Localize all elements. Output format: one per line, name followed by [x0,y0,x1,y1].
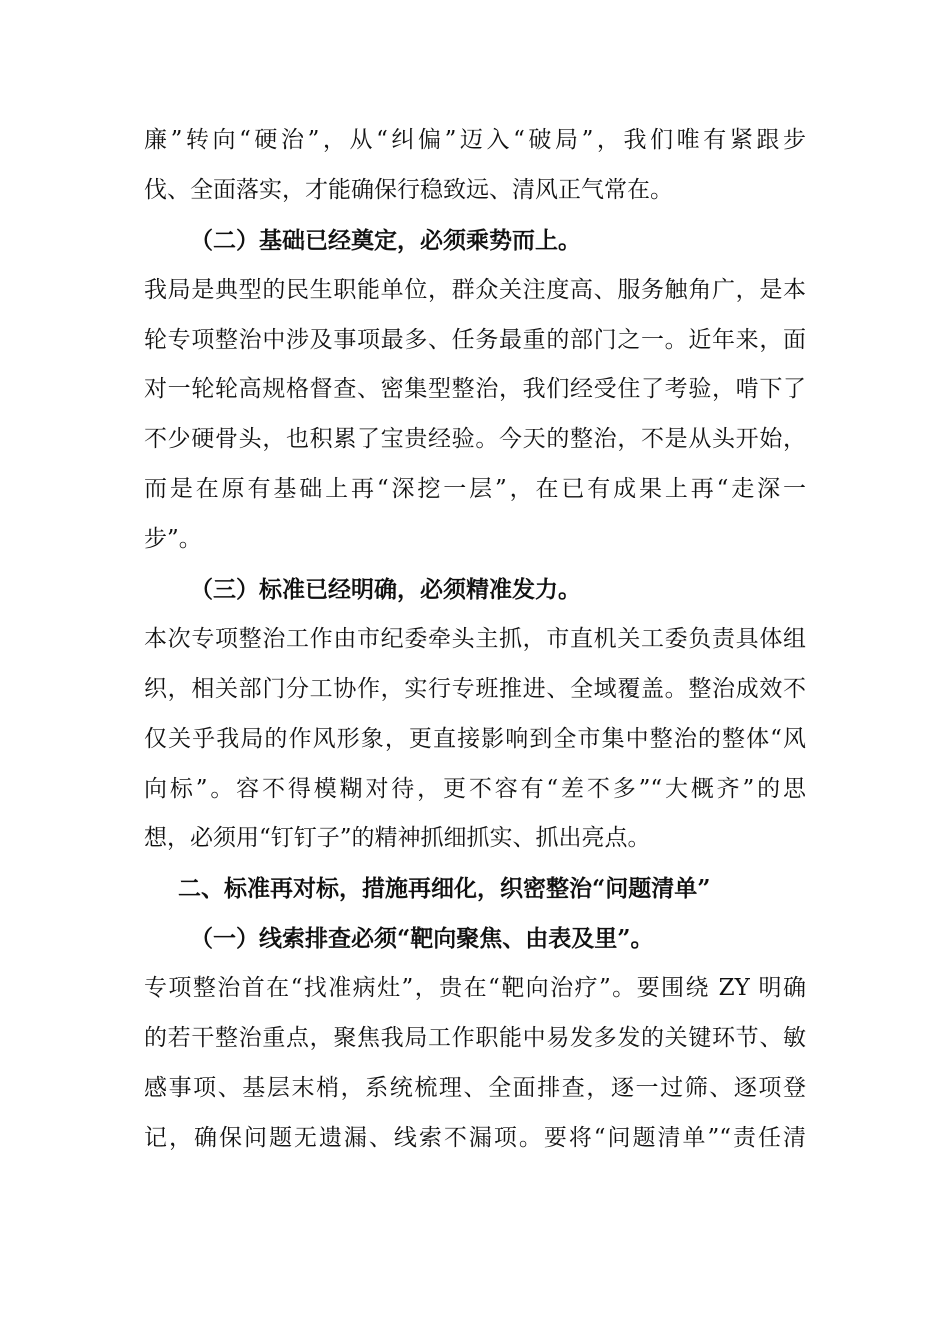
body-text-line: 廉”转向“硬治”，从“纠偏”迈入“破局”，我们唯有紧跟步 [144,127,806,153]
body-text-line: 对一轮轮高规格督查、密集型整治，我们经受住了考验，啃下了 [144,376,806,402]
body-text-line: 本次专项整治工作由市纪委牵头主抓，市直机关工委负责具体组 [144,626,806,652]
body-text-line: 织，相关部门分工协作，实行专班推进、全域覆盖。整治成效不 [144,676,806,702]
body-text-line: 不少硬骨头，也积累了宝贵经验。今天的整治，不是从头开始， [144,426,806,452]
body-text-line: 向标”。容不得模糊对待，更不容有“差不多”“大概齐”的思 [144,776,806,802]
body-text-line: 想，必须用“钉钉子”的精神抓细抓实、抓出亮点。 [144,825,651,851]
body-text-line: 的若干整治重点，聚焦我局工作职能中易发多发的关键环节、敏 [144,1025,806,1051]
body-text-line: 仅关乎我局的作风形象，更直接影响到全市集中整治的整体“风 [144,726,806,752]
body-text-line: 感事项、基层末梢，系统梳理、全面排查，逐一过筛、逐项登 [144,1075,806,1101]
section-heading: 二、标准再对标，措施再细化，织密整治“问题清单” [178,875,711,902]
body-text-line: 专项整治首在“找准病灶”，贵在“靶向治疗”。要围绕 ZY 明确 [144,975,806,1001]
subsection-heading: （一）线索排查必须“靶向聚焦、由表及里”。 [190,925,654,952]
subsection-heading: （三）标准已经明确，必须精准发力。 [190,576,581,603]
body-text-line: 记，确保问题无遗漏、线索不漏项。要将“问题清单”“责任清 [144,1125,806,1151]
subsection-heading: （二）基础已经奠定，必须乘势而上。 [190,227,581,254]
body-text-line: 而是在原有基础上再“深挖一层”，在已有成果上再“走深一 [144,476,806,502]
body-text-line: 步”。 [144,526,202,552]
body-text-line: 伐、全面落实，才能确保行稳致远、清风正气常在。 [144,177,673,203]
body-text-line: 轮专项整治中涉及事项最多、任务最重的部门之一。近年来，面 [144,327,806,353]
body-text-line: 我局是典型的民生职能单位，群众关注度高、服务触角广，是本 [144,277,806,303]
